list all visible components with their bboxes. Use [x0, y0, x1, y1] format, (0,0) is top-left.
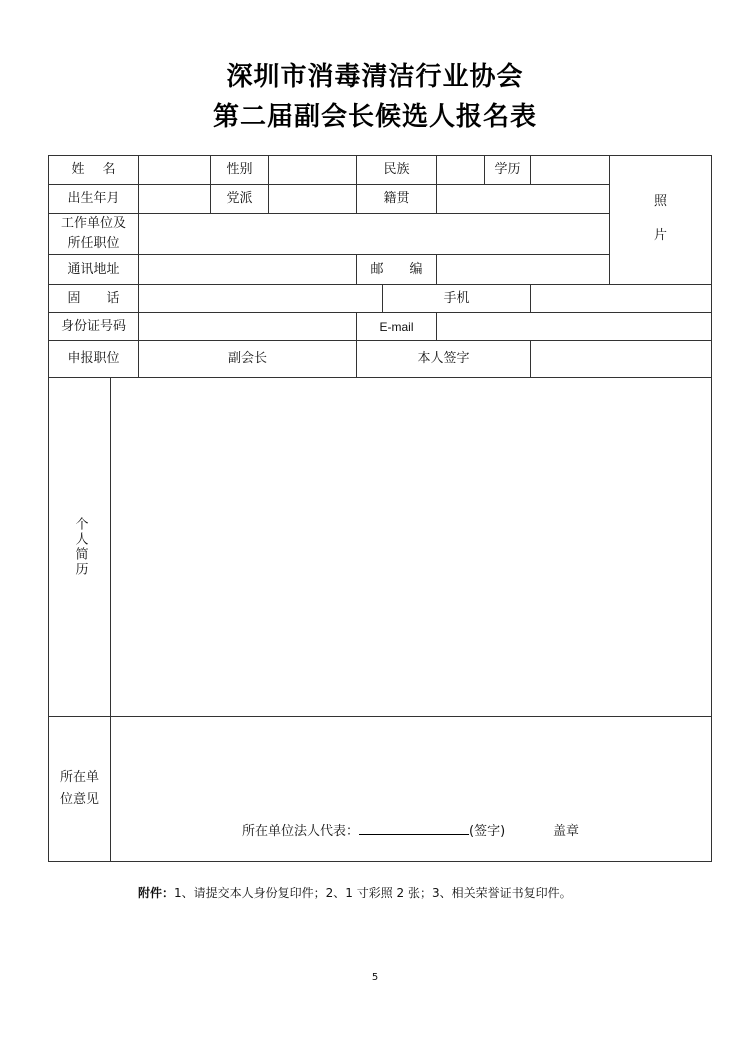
legal-rep-signature-blank[interactable] — [359, 821, 469, 835]
sign-paren-label: (签字) — [469, 824, 506, 839]
seal-label: 盖章 — [553, 824, 580, 839]
legal-rep-line — [242, 820, 505, 839]
resume-field[interactable] — [110, 377, 712, 716]
landline-field[interactable] — [138, 284, 382, 312]
photo-area[interactable] — [609, 155, 712, 284]
birth-field[interactable] — [138, 184, 210, 213]
employer-field[interactable] — [138, 213, 609, 254]
unit-opinion-field[interactable] — [110, 716, 712, 862]
position-label: 申报职位 — [48, 340, 138, 377]
name-field[interactable] — [138, 155, 210, 184]
attachment-note — [138, 884, 572, 901]
page-number: 5 — [371, 972, 379, 983]
form-title-line1: 深圳市消毒清洁行业协会 — [226, 62, 524, 92]
native-place-label: 籍贯 — [356, 184, 436, 213]
mobile-label: 手机 — [382, 284, 530, 312]
education-field[interactable] — [530, 155, 609, 184]
id-number-field[interactable] — [138, 312, 356, 340]
unit-opinion-label: 所在单位意见 — [48, 716, 110, 862]
name-label: 姓 名 — [48, 155, 138, 184]
postcode-label: 邮 编 — [356, 254, 436, 284]
position-value: 副会长 — [138, 340, 356, 377]
party-field[interactable] — [268, 184, 356, 213]
email-field[interactable] — [436, 312, 712, 340]
attachment-note-prefix: 附件： — [138, 886, 175, 900]
attachment-note-text: 1、请提交本人身份复印件；2、1 寸彩照 2 张；3、相关荣誉证书复印件。 — [174, 886, 572, 900]
ethnicity-field[interactable] — [436, 155, 484, 184]
gender-field[interactable] — [268, 155, 356, 184]
party-label: 党派 — [210, 184, 268, 213]
email-label: E-mail — [356, 312, 436, 340]
birth-label: 出生年月 — [48, 184, 138, 213]
address-field[interactable] — [138, 254, 356, 284]
native-place-field[interactable] — [436, 184, 609, 213]
gender-label: 性别 — [210, 155, 268, 184]
signature-label: 本人签字 — [356, 340, 530, 377]
form-title-line2: 第二届副会长候选人报名表 — [212, 102, 537, 132]
resume-label: 个人简历 — [48, 377, 110, 716]
photo-label-1: 照 — [653, 194, 667, 209]
address-label: 通讯地址 — [48, 254, 138, 284]
postcode-field[interactable] — [436, 254, 609, 284]
id-number-label: 身份证号码 — [48, 312, 138, 340]
signature-field[interactable] — [530, 340, 712, 377]
ethnicity-label: 民族 — [356, 155, 436, 184]
photo-label-2: 片 — [653, 228, 667, 243]
employer-label: 工作单位及所任职位 — [48, 213, 138, 254]
mobile-field[interactable] — [530, 284, 712, 312]
education-label: 学历 — [484, 155, 530, 184]
legal-rep-label: 所在单位法人代表： — [242, 824, 360, 839]
landline-label: 固 话 — [48, 284, 138, 312]
